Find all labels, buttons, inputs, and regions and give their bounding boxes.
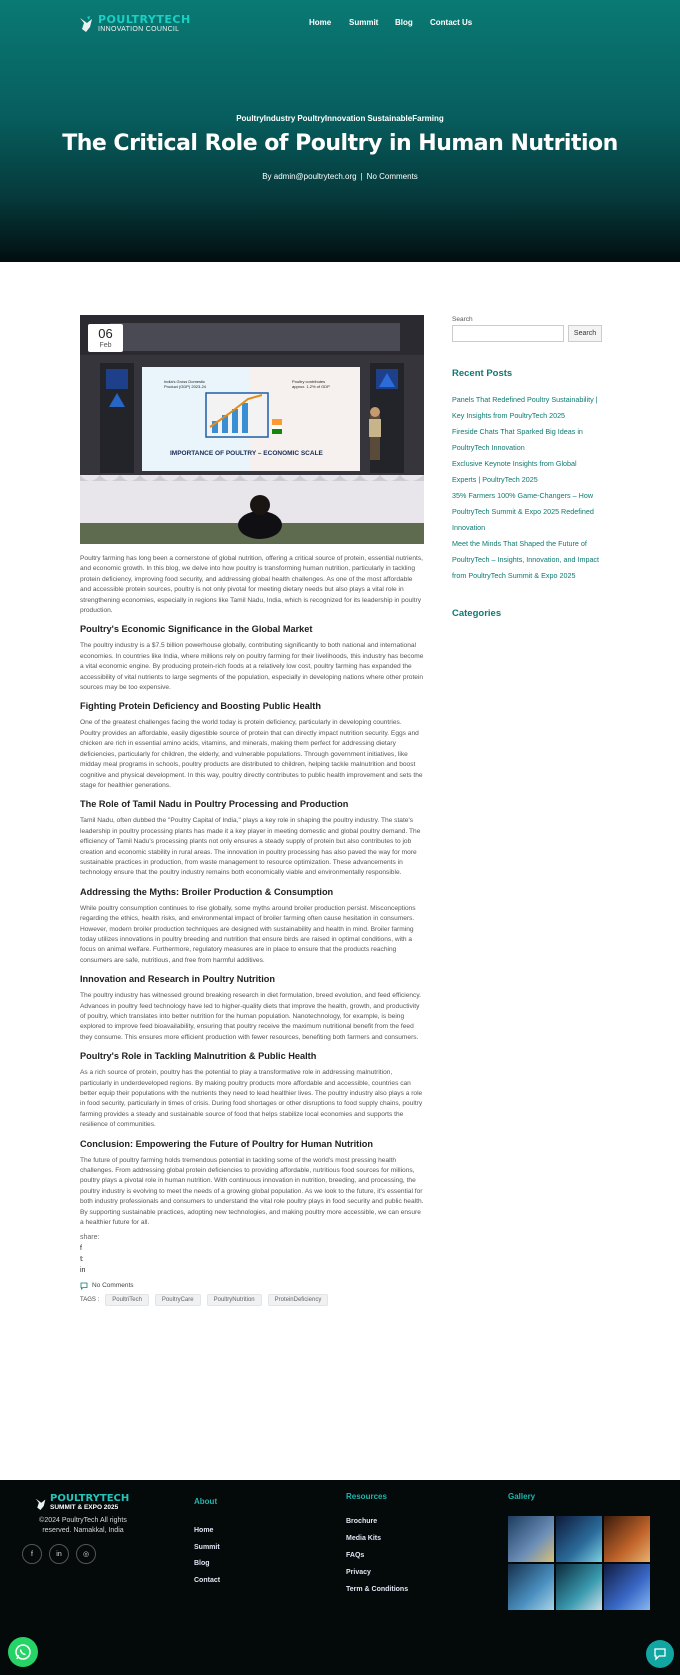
gallery-thumb[interactable] [604,1564,650,1610]
section-heading: Poultry's Role in Tackling Malnutrition & Public Health [80,1051,317,1062]
linkedin-icon[interactable]: in [80,1266,86,1274]
brand-name: POULTRYTECH [98,13,191,26]
comments-link[interactable]: No Comments [92,1282,134,1289]
recent-posts-heading: Recent Posts [452,368,513,379]
gallery-thumb[interactable] [508,1516,554,1562]
whatsapp-button[interactable] [8,1637,38,1667]
section-heading: Poultry's Economic Significance in the Global Market [80,624,313,635]
svg-text:Poultry contributes: Poultry contributes [292,379,326,384]
featured-image [80,315,424,544]
recent-post-link[interactable]: Exclusive Keynote Insights from Global Experts | PoultryTech 2025 [452,459,577,484]
footer-link-summit[interactable]: Summit [194,1543,220,1551]
footer-link-blog[interactable]: Blog [194,1560,210,1567]
sidebar [452,316,602,619]
footer-link-terms[interactable]: Term & Conditions [346,1586,409,1593]
gallery-thumb[interactable] [556,1564,602,1610]
comments-link[interactable]: No Comments [366,172,418,181]
category-link[interactable]: SustainableFarming [367,114,444,123]
gallery-thumb[interactable] [508,1564,554,1610]
hero-categories [0,114,680,123]
search-input[interactable] [452,325,564,342]
recent-post-link[interactable]: Panels That Redefined Poultry Sustainability | Key Insights from PoultryTech 2025 [452,395,598,420]
gallery-heading: Gallery [508,1492,536,1501]
page-title: The Critical Role of Poultry in Human Nutrition [62,131,618,156]
facebook-icon[interactable]: f [22,1544,42,1564]
svg-text:India's Gross Domestic: India's Gross Domestic [164,379,205,384]
tag-chip[interactable]: PoultriTech [105,1294,149,1306]
footer-gallery [508,1492,535,1501]
section-heading: Conclusion: Empowering the Future of Poultry for Human Nutrition [80,1138,373,1149]
twitter-icon[interactable]: 𝕥 [80,1255,84,1263]
nav-contact[interactable]: Contact Us [430,18,473,27]
facebook-icon[interactable]: f [80,1244,82,1252]
footer-link-home[interactable]: Home [194,1527,214,1534]
nav-summit[interactable]: Summit [349,18,379,27]
svg-text:Product (GDP) 2023-24: Product (GDP) 2023-24 [164,384,207,389]
meta-separator: | [360,172,363,181]
section-heading: Addressing the Myths: Broiler Production & Consumption [80,886,334,897]
search-form [452,325,602,342]
whatsapp-icon [14,1643,32,1661]
recent-post-link[interactable]: Meet the Minds That Shaped the Future of PoultryTech – Insights, Innovation, and Impact from PoultryTech Summit & Expo 2025 [452,539,600,580]
recent-post-link[interactable]: 35% Farmers 100% Game-Changers – How PoultryTech Summit & Expo 2025 Redefined Innovation [452,491,594,532]
site-footer [0,1480,680,1675]
recent-post-link[interactable]: Fireside Chats That Sparked Big Ideas in PoultryTech Innovation [452,427,583,452]
footer-link-brochure[interactable]: Brochure [346,1518,378,1525]
section-heading: Innovation and Research in Poultry Nutrition [80,974,275,985]
slide-title: IMPORTANCE OF POULTRY – ECONOMIC SCALE [170,450,323,457]
article-intro: Poultry farming has long been a cornerstone of global nutrition, offering a critical source of protein, essential nutrients, and economic growth. In this blog, we delve into how poultry is transforming human nutrition, particularly in tackling protein deficiency, improving food security, and addressing global health challenges. As one of the most affordable and accessible protein sources, poultry is not only pivotal for meeting dietary needs but also plays a vital role in strengthening economies, especially in regions like Tamil Nadu, India, which is recognized for its leadership in poultry production. [80,555,423,615]
tag-chip[interactable]: PoultryNutrition [207,1294,262,1306]
categories-heading: Categories [452,608,502,619]
instagram-icon[interactable]: ◎ [76,1544,96,1564]
brand-subtitle: INNOVATION COUNCIL [98,26,180,33]
footer-link-contact[interactable]: Contact [194,1576,221,1584]
chat-button[interactable] [646,1640,674,1668]
gallery-thumb[interactable] [604,1516,650,1562]
footer-social [22,1544,96,1564]
section-heading: The Role of Tamil Nadu in Poultry Processing and Production [80,799,349,810]
tags-row [80,1294,424,1306]
section-text: While poultry consumption continues to rise globally, some myths around broiler production persist. Misconceptions regarding the ethics, health risks, and environmental impact of broiler farming often cause hesitation in consumers. However, modern broiler production techniques are designed with sustainability and health in mind. Broiler farming today utilizes innovations in poultry breeding and nutrition that ensure birds are raised in optimal conditions, with a focus on animal welfare. Furthermore, regulatory measures are in place to ensure that the products reaching consumers are safe, nutritious, and free from harmful additives. [80,904,416,964]
hero-header [0,0,680,262]
brand-logo[interactable] [78,14,191,34]
resources-heading: Resources [346,1492,387,1501]
copyright-text: ©2024 PoultryTech All rights reserved. Namakkal, India [39,1517,127,1534]
author-link[interactable]: By admin@poultrytech.org [262,172,357,181]
tags-label: TAGS : [80,1296,100,1303]
footer-link-faqs[interactable]: FAQs [346,1552,365,1559]
category-link[interactable]: PoultryIndustry [236,114,296,123]
linkedin-icon[interactable]: in [49,1544,69,1564]
footer-logo[interactable] [34,1494,129,1512]
tag-chip[interactable]: PoultryCare [155,1294,201,1306]
rooster-logo-icon [34,1496,47,1511]
chat-icon [653,1647,667,1661]
stage-photo [80,315,424,544]
search-button[interactable]: Search [568,325,602,342]
nav-home[interactable]: Home [309,18,332,27]
footer-brand-sub: SUMMIT & EXPO 2025 [50,1504,119,1511]
share-label: share: [80,1233,100,1241]
footer-about [194,1497,220,1589]
category-link[interactable]: PoultryInnovation [297,114,366,123]
comments-row [80,1282,424,1290]
section-heading: Fighting Protein Deficiency and Boosting Public Health [80,701,321,712]
section-text: As a rich source of protein, poultry has the potential to play a transformative role in addressing malnutrition, particularly in underdeveloped regions. By making poultry products more affordable and accessible, countries can better equip their populations with the nutrients they need to lead healthier lives. The poultry industry also plays a role in food security, particularly in times of crisis. During food shortages or other disruptions to food supply chains, poultry farming provides a steady and sustainable source of food that helps stabilize local economies and supports the resilience of communities. [80,1069,423,1129]
post-meta [0,172,680,181]
date-badge [88,324,123,352]
footer-resources [346,1492,408,1598]
date-day: 06 [98,326,113,341]
gallery-thumb[interactable] [556,1516,602,1562]
footer-brand-name: POULTRYTECH [50,1493,130,1504]
section-text: Tamil Nadu, often dubbed the "Poultry Capital of India," plays a key role in shaping the poultry industry. The state's leadership in poultry processing plants has made it a key player in meeting domestic and global poultry demand. The efficiency of Tamil Nadu's processing plants not only ensures a steady supply of protein but also contributes to job creation and economic stability in rural areas. The innovation in poultry processing has also paved the way for more sustainable practices in production, from waste management to resource optimization. These advancements in technology ensure that the poultry industry remains both economically viable and environmentally responsible. [80,817,421,877]
gallery-grid [508,1516,650,1610]
footer-link-privacy[interactable]: Privacy [346,1569,371,1576]
rooster-logo-icon [78,15,94,33]
svg-text:approx. 1.2% of GDP: approx. 1.2% of GDP [292,384,330,389]
section-text: One of the greatest challenges facing the world today is protein deficiency, particularly in developing countries. Poultry provides an affordable, easily digestible source of protein that can directly impact nutrition security. Eggs and chicken are rich in essential amino acids, vitamins, and minerals, making them perfect for addressing dietary deficiencies, particularly for children, the elderly, and vulnerable populations. Through government initiatives, like midday meal programs in schools, poultry products are distributed to children, helping tackle malnutrition and boost cognitive and physical development. In this way, poultry directly contributes to public health improvement and sets the stage for healthier generations. [80,719,423,789]
nav-blog[interactable]: Blog [395,18,413,27]
section-text: The poultry industry is a $7.5 billion powerhouse globally, contributing significantly to both national and international economies. In countries like India, where millions rely on poultry farming for their livelihoods, this industry has become a vital economic engine. By producing protein-rich foods at a relatively low cost, poultry farming has expanded the accessibility of vital nutrients to large segments of the population, especially in developing nations where other protein sources may be too expensive. [80,642,424,692]
article [80,315,424,1306]
search-label: Search [452,316,473,323]
tag-chip[interactable]: ProteinDeficiency [268,1294,329,1306]
section-text: The future of poultry farming holds tremendous potential in tackling some of the world's most pressing health challenges. From addressing global protein deficiencies to providing affordable, nutritious food sources for millions, poultry plays a pivotal role in human nutrition. With continuous innovation in nutrition, breeding, and processing, the poultry industry is evolving to meet the needs of a growing global population. As we look to the future, it's essential for both industry professionals and consumers to understand the vital role poultry plays in food security and public health. By supporting sustainable practices, adopting new technologies, and making poultry more accessible, we can ensure a healthier future for all. [80,1156,424,1227]
section-text: The poultry industry has witnessed ground breaking research in diet formulation, breed evolution, and feed efficiency. Advances in poultry feed technology have led to higher-quality diets that improve the health, growth, and productivity of poultry, which translates into better nutrition for the human population. Nanotechnology, for example, is being explored to improve feed bioavailability, ensuring that poultry receive the maximum nutritional benefit from the feed they consume. This ensures more efficient production with fewer resources, benefiting both farmers and consumers. [80,992,421,1041]
recent-posts-list [452,392,602,584]
footer-link-media-kits[interactable]: Media Kits [346,1535,382,1542]
date-month: Feb [99,342,112,349]
comment-icon [80,1282,88,1290]
share-icons [80,1243,424,1276]
about-heading: About [194,1497,218,1506]
